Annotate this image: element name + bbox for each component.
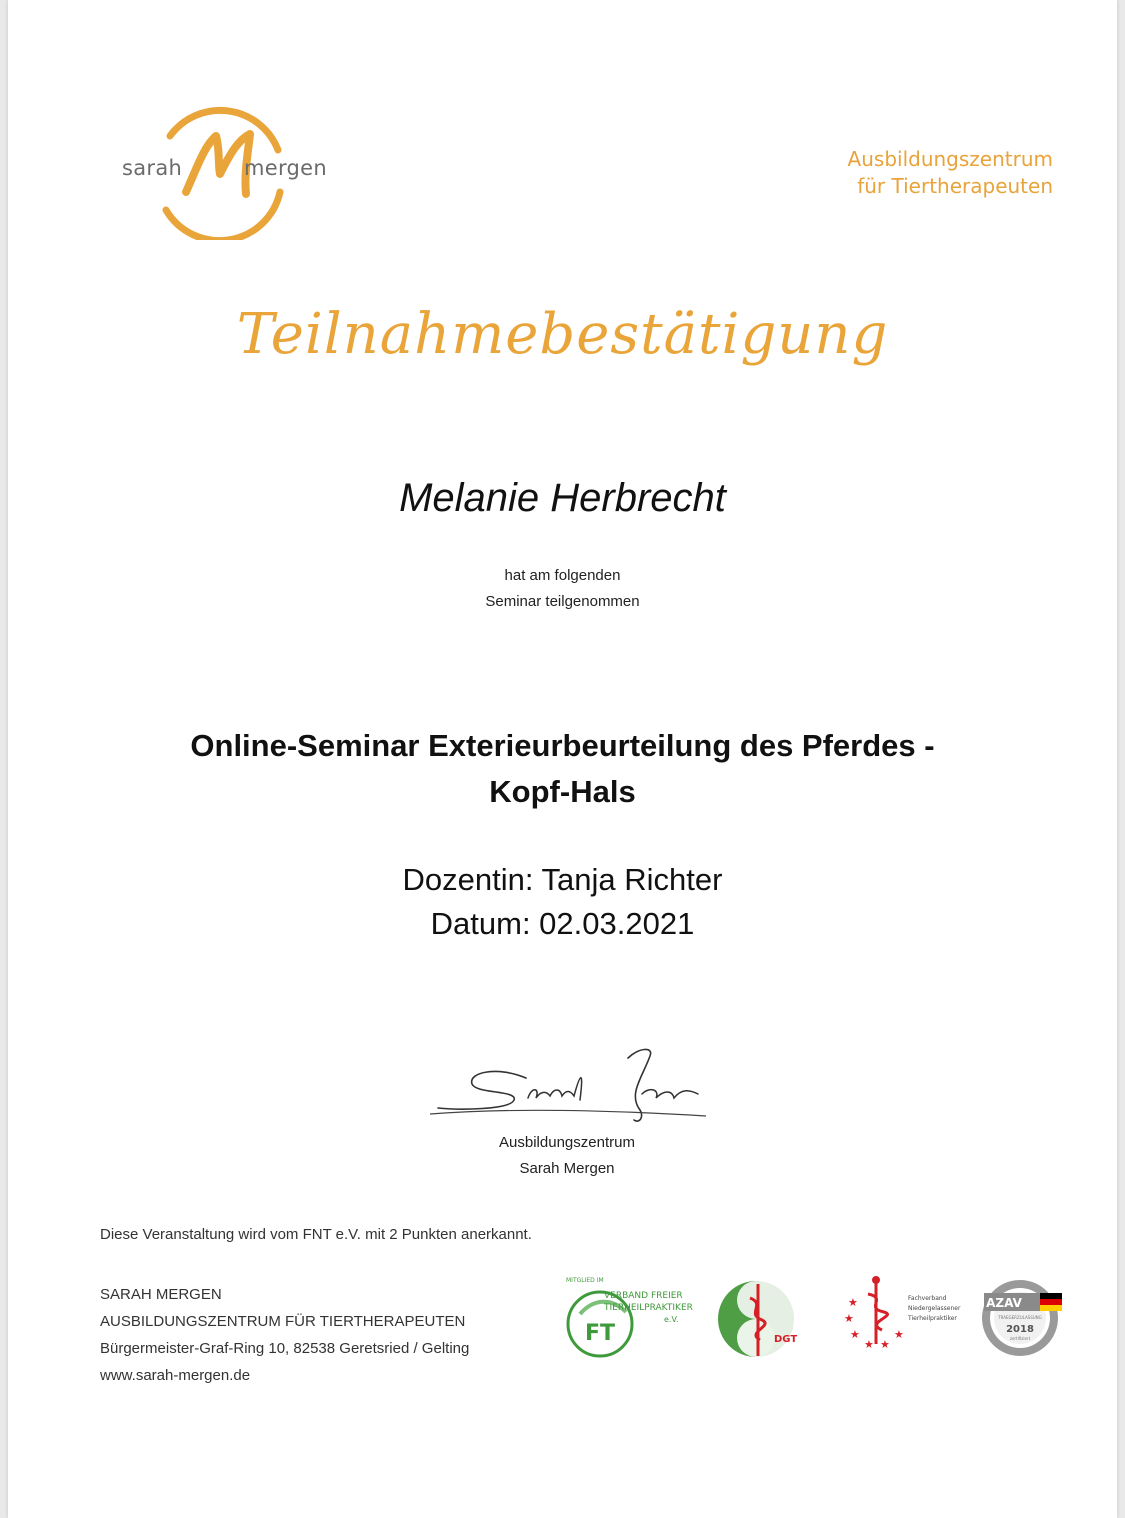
logo-word-left: sarah (122, 156, 183, 180)
footer-company-subtitle: AUSBILDUNGSZENTRUM FÜR TIERTHERAPEUTEN (100, 1313, 466, 1330)
azav-badge-status: zertifiziert (1009, 1336, 1031, 1341)
svg-text:★: ★ (894, 1329, 904, 1341)
organization-title-line2: für Tiertherapeuten (857, 174, 1053, 198)
seminar-title-line2: Kopf-Hals (489, 774, 636, 809)
azav-badge-sub: TRAEGERZULASSUNG (998, 1315, 1042, 1320)
intro-line2: Seminar teilgenommen (485, 593, 640, 610)
svg-text:★: ★ (844, 1313, 854, 1325)
footer-street: Bürgermeister-Graf-Ring 10, 82538 Geretsried / Gelting (100, 1340, 470, 1357)
dgt-badge (716, 1278, 802, 1360)
azav-badge-icon (978, 1277, 1068, 1359)
seminar-date: Datum: 02.03.2021 (430, 906, 695, 941)
fnt-badge-icon (838, 1272, 978, 1352)
vft-badge (564, 1274, 694, 1362)
dgt-badge-icon (716, 1278, 802, 1360)
intro-text (8, 563, 1117, 615)
svg-text:★: ★ (848, 1297, 858, 1309)
certificate-title: Teilnahmebestätigung (236, 302, 889, 367)
seminar-title (8, 723, 1117, 815)
vft-badge-small: MITGLIED IM (566, 1277, 604, 1284)
fnt-badge (838, 1272, 978, 1352)
fnt-badge-line2: Niedergelassener (908, 1305, 961, 1312)
azav-badge-year: 2018 (1006, 1324, 1034, 1335)
recognition-note: Diese Veranstaltung wird vom FNT e.V. mit 2 Punkten anerkannt. (100, 1226, 532, 1243)
signature-caption-line1: Ausbildungszentrum (499, 1134, 635, 1151)
intro-line1: hat am folgenden (504, 567, 621, 584)
vft-badge-line3: e.V. (664, 1315, 679, 1324)
fnt-badge-line1: Fachverband (908, 1295, 947, 1302)
vft-badge-icon (564, 1274, 694, 1362)
vft-badge-line2: TIERHEILPRAKTIKER (604, 1303, 693, 1313)
svg-text:★: ★ (880, 1339, 890, 1351)
signature-caption (417, 1130, 717, 1182)
fnt-badge-line3: Tierheilpraktiker (908, 1315, 957, 1322)
signature-caption-line2: Sarah Mergen (519, 1160, 615, 1177)
sarah-mergen-logo (108, 100, 338, 240)
footer-company: SARAH MERGEN (100, 1286, 222, 1303)
logo-word-right: mergen (244, 156, 328, 180)
handwritten-signature (428, 1038, 718, 1126)
seminar-title-line1: Online-Seminar Exterieurbeurteilung des Pferdes - (190, 728, 935, 763)
signature (428, 1038, 718, 1126)
svg-text:★: ★ (850, 1329, 860, 1341)
lecturer: Dozentin: Tanja Richter (402, 862, 723, 897)
footer-address (100, 1281, 469, 1389)
organization-title (753, 146, 1053, 200)
azav-badge (978, 1277, 1068, 1359)
vft-badge-line1: VERBAND FREIER (604, 1291, 683, 1301)
organization-title-line1: Ausbildungszentrum (847, 147, 1053, 171)
seminar-details (8, 858, 1117, 946)
svg-text:★: ★ (864, 1339, 874, 1351)
dgt-badge-label: DGT (774, 1334, 798, 1345)
azav-badge-label: AZAV (986, 1296, 1022, 1310)
footer-website: www.sarah-mergen.de (100, 1367, 251, 1384)
vft-badge-mark: FT (584, 1321, 616, 1346)
certificate-page (8, 0, 1117, 1518)
participant-name: Melanie Herbrecht (399, 476, 726, 520)
